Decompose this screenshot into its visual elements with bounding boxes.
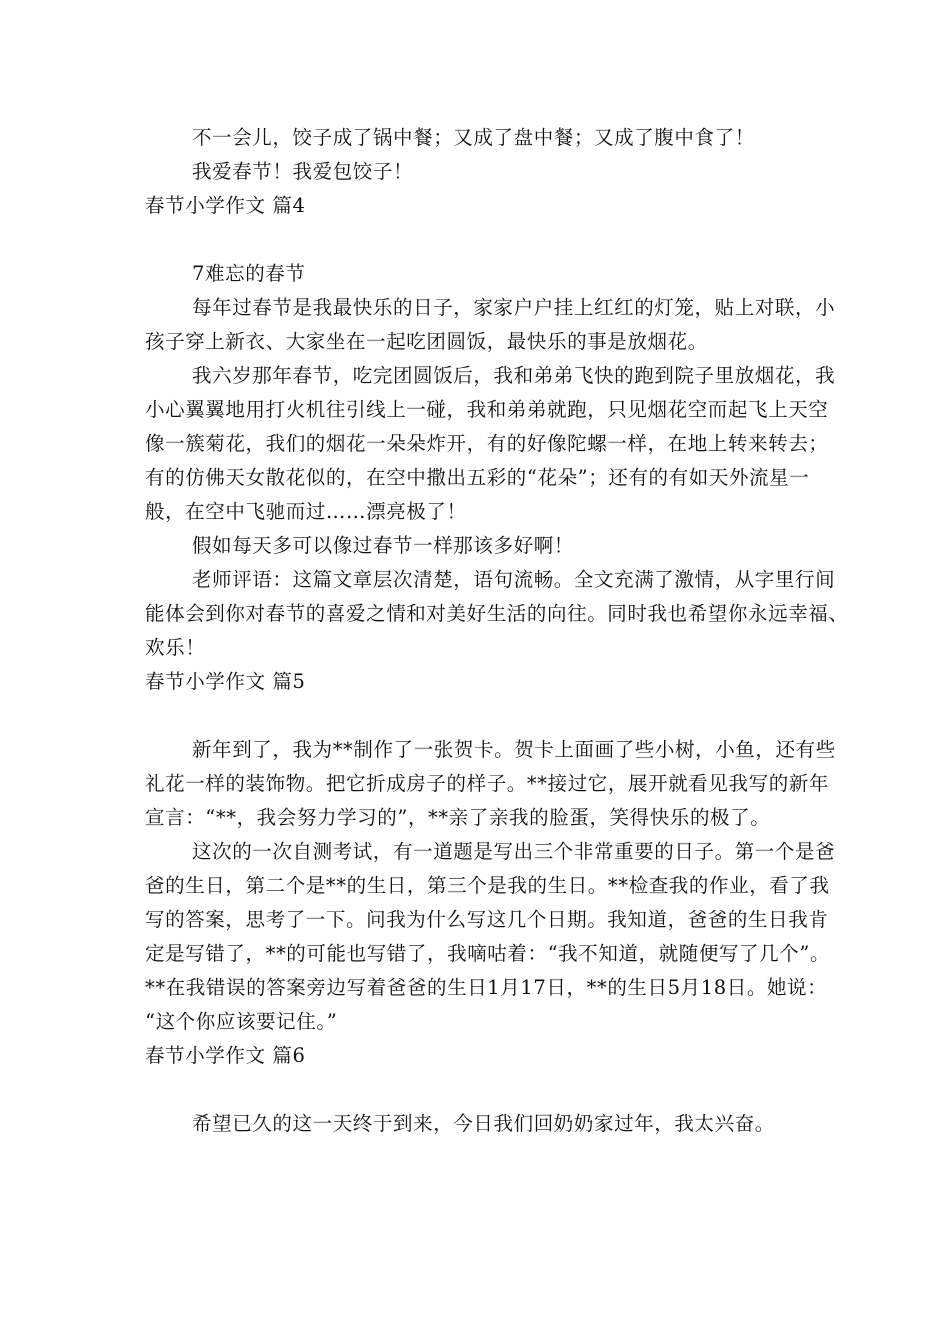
paragraph-line: 宣言：“**，我会努力学习的”，**亲了亲我的脸蛋，笑得快乐的极了。 [145,806,771,829]
paragraph-line: 般，在空中飞驰而过……漂亮极了！ [145,500,467,523]
paragraph-line: 每年过春节是我最快乐的日子，家家户户挂上红红的灯笼，贴上对联，小 [192,296,836,319]
section-heading: 春节小学作文 篇5 [145,670,306,693]
paragraph-line: 礼花一样的装饰物。把它折成房子的样子。**接过它，展开就看见我写的新年 [145,772,830,795]
paragraph-line: 我爱春节！我爱包饺子！ [192,160,414,183]
section-heading: 春节小学作文 篇4 [145,194,306,217]
paragraph-line: 欢乐！ [145,636,206,659]
paragraph-line: **在我错误的答案旁边写着爸爸的生日1月17日，**的生日5月18日。她说： [145,976,828,999]
paragraph-line: 有的仿佛天女散花似的，在空中撒出五彩的“花朵”；还有的有如天外流星一 [145,466,810,489]
paragraph-line: 写的答案，思考了一下。问我为什么写这几个日期。我知道，爸爸的生日我肯 [145,908,829,931]
paragraph-line: 像一簇菊花，我们的烟花一朵朵炸开，有的好像陀螺一样，在地上转来转去； [145,432,829,455]
essay-title: 7难忘的春节 [192,262,306,285]
paragraph-line: 新年到了，我为**制作了一张贺卡。贺卡上面画了些小树，小鱼，还有些 [192,738,836,761]
paragraph-line: 孩子穿上新衣、大家坐在一起吃团圆饭，最快乐的事是放烟花。 [145,330,708,353]
section-heading: 春节小学作文 篇6 [145,1044,306,1067]
paragraph-line: 假如每天多可以像过春节一样那该多好啊！ [192,534,574,557]
paragraph-line: 定是写错了，**的可能也写错了，我嘀咕着：“我不知道，就随便写了几个”。 [145,942,831,965]
paragraph-line: 老师评语：这篇文章层次清楚，语句流畅。全文充满了激情，从字里行间 [192,568,836,591]
paragraph-line: 这次的一次自测考试，有一道题是写出三个非常重要的日子。第一个是爸 [192,840,836,863]
paragraph-line: 小心翼翼地用打火机往引线上一碰，我和弟弟就跑，只见烟花空而起飞上天空 [145,398,829,421]
paragraph-line: “这个你应该要记住。” [145,1010,338,1033]
paragraph-line: 我六岁那年春节，吃完团圆饭后，我和弟弟飞快的跑到院子里放烟花，我 [192,364,836,387]
paragraph-line: 不一会儿，饺子成了锅中餐；又成了盘中餐；又成了腹中食了！ [192,126,755,149]
paragraph-line: 爸的生日，第二个是**的生日，第三个是我的生日。**检查我的作业，看了我 [145,874,830,897]
paragraph-line: 能体会到你对春节的喜爱之情和对美好生活的向往。同时我也希望你永远幸福、 [145,602,849,625]
paragraph-line: 希望已久的这一天终于到来，今日我们回奶奶家过年，我太兴奋。 [192,1112,775,1135]
